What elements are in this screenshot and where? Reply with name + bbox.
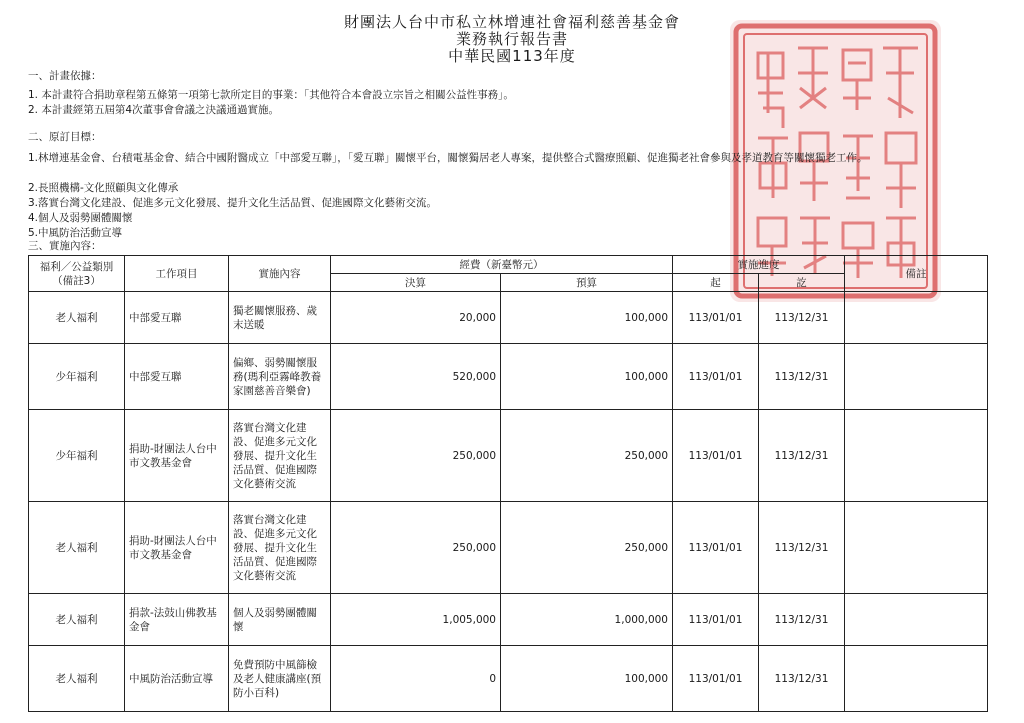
cell-budget: 1,000,000: [501, 594, 673, 646]
section-2-item-2: 2.長照機構-文化照顧與文化傳承: [28, 182, 179, 194]
cell-content: 個人及弱勢團體關懷: [229, 594, 331, 646]
cell-budget: 100,000: [501, 344, 673, 410]
cell-budget: 100,000: [501, 646, 673, 712]
table-row: [29, 502, 988, 594]
cell-remark: [845, 646, 988, 712]
cell-actual: 520,000: [331, 344, 501, 410]
cell-work: 中風防治活動宣導: [125, 646, 229, 712]
cell-content: 獨老關懷服務、歲末送暖: [229, 292, 331, 344]
cell-end: 113/12/31: [759, 594, 845, 646]
cell-category: 老人福利: [29, 292, 125, 344]
cell-work: 中部愛互聯: [125, 292, 229, 344]
cell-budget: 250,000: [501, 410, 673, 502]
report-title: 業務執行報告書: [455, 30, 568, 48]
cell-work: 中部愛互聯: [125, 344, 229, 410]
header-actual: 決算: [331, 274, 501, 292]
cell-end: 113/12/31: [759, 344, 845, 410]
cell-content: 偏鄉、弱勢關懷服務(瑪利亞霧峰教養家園慈善音樂會): [229, 344, 331, 410]
cell-work: 捐助-財團法人台中市文教基金會: [125, 410, 229, 502]
cell-end: 113/12/31: [759, 292, 845, 344]
header-end: 訖: [759, 274, 845, 292]
header-budget: 預算: [501, 274, 673, 292]
section-2-item-4: 4.個人及弱勢團體關懷: [28, 212, 133, 224]
header-category: 福利／公益類別（備註3）: [29, 256, 125, 292]
cell-category: 老人福利: [29, 502, 125, 594]
cell-actual: 250,000: [331, 410, 501, 502]
cell-budget: 250,000: [501, 502, 673, 594]
cell-work: 捐款-法鼓山佛教基金會: [125, 594, 229, 646]
header-progress: 實施進度: [673, 256, 845, 274]
cell-remark: [845, 292, 988, 344]
cell-actual: 0: [331, 646, 501, 712]
table-row: [29, 410, 988, 502]
section-1-item-1: 1. 本計畫符合捐助章程第五條第一項第七款所定目的事業：「其他符合本會設立宗旨之相關公益性事務」。: [28, 89, 514, 101]
header-remark: 備註: [845, 256, 988, 292]
cell-remark: [845, 410, 988, 502]
section-2-title: 二、原訂目標：: [28, 131, 102, 143]
cell-end: 113/12/31: [759, 646, 845, 712]
cell-start: 113/01/01: [673, 344, 759, 410]
cell-category: 老人福利: [29, 646, 125, 712]
header-funding: 經費（新臺幣元）: [331, 256, 673, 274]
section-2-item-1: 1.林增連基金會、台積電基金會、結合中國附醫成立「中部愛互聯」，「愛互聯」關懷平台，關懷獨居老人專案，提供整合式醫療照顧、促進獨老社會參與及孝道教育等關懷獨老工作。: [28, 152, 868, 164]
cell-start: 113/01/01: [673, 292, 759, 344]
cell-actual: 250,000: [331, 502, 501, 594]
cell-actual: 1,005,000: [331, 594, 501, 646]
cell-budget: 100,000: [501, 292, 673, 344]
report-year: 中華民國113年度: [448, 47, 576, 65]
cell-end: 113/12/31: [759, 410, 845, 502]
cell-content: 落實台灣文化建設、促進多元文化發展、提升文化生活品質、促進國際文化藝術交流: [229, 502, 331, 594]
cell-category: 少年福利: [29, 410, 125, 502]
section-2-item-5: 5.中風防治活動宣導: [28, 227, 123, 239]
section-2-item-3: 3.落實台灣文化建設、促進多元文化發展、提升文化生活品質、促進國際文化藝術交流。: [28, 197, 438, 209]
cell-content: 落實台灣文化建設、促進多元文化發展、提升文化生活品質、促進國際文化藝術交流: [229, 410, 331, 502]
table-row: [29, 594, 988, 646]
cell-start: 113/01/01: [673, 646, 759, 712]
cell-category: 老人福利: [29, 594, 125, 646]
implementation-table: [28, 255, 988, 712]
section-1-title: 一、計畫依據：: [28, 70, 102, 82]
cell-remark: [845, 594, 988, 646]
cell-remark: [845, 344, 988, 410]
section-3-title: 三、實施內容：: [28, 240, 102, 252]
cell-remark: [845, 502, 988, 594]
header-content: 實施內容: [229, 256, 331, 292]
cell-work: 捐助-財團法人台中市文教基金會: [125, 502, 229, 594]
table-row: [29, 292, 988, 344]
org-title: 財團法人台中市私立林增連社會福利慈善基金會: [343, 13, 680, 31]
table-row: [29, 646, 988, 712]
cell-start: 113/01/01: [673, 594, 759, 646]
table-row: [29, 344, 988, 410]
cell-actual: 20,000: [331, 292, 501, 344]
cell-end: 113/12/31: [759, 502, 845, 594]
cell-start: 113/01/01: [673, 410, 759, 502]
section-1-item-2: 2. 本計畫經第五屆第4次董事會會議之決議通過實施。: [28, 104, 280, 116]
cell-category: 少年福利: [29, 344, 125, 410]
header-start: 起: [673, 274, 759, 292]
header-work-item: 工作項目: [125, 256, 229, 292]
cell-content: 免費預防中風篩檢及老人健康講座(預防小百科): [229, 646, 331, 712]
cell-start: 113/01/01: [673, 502, 759, 594]
